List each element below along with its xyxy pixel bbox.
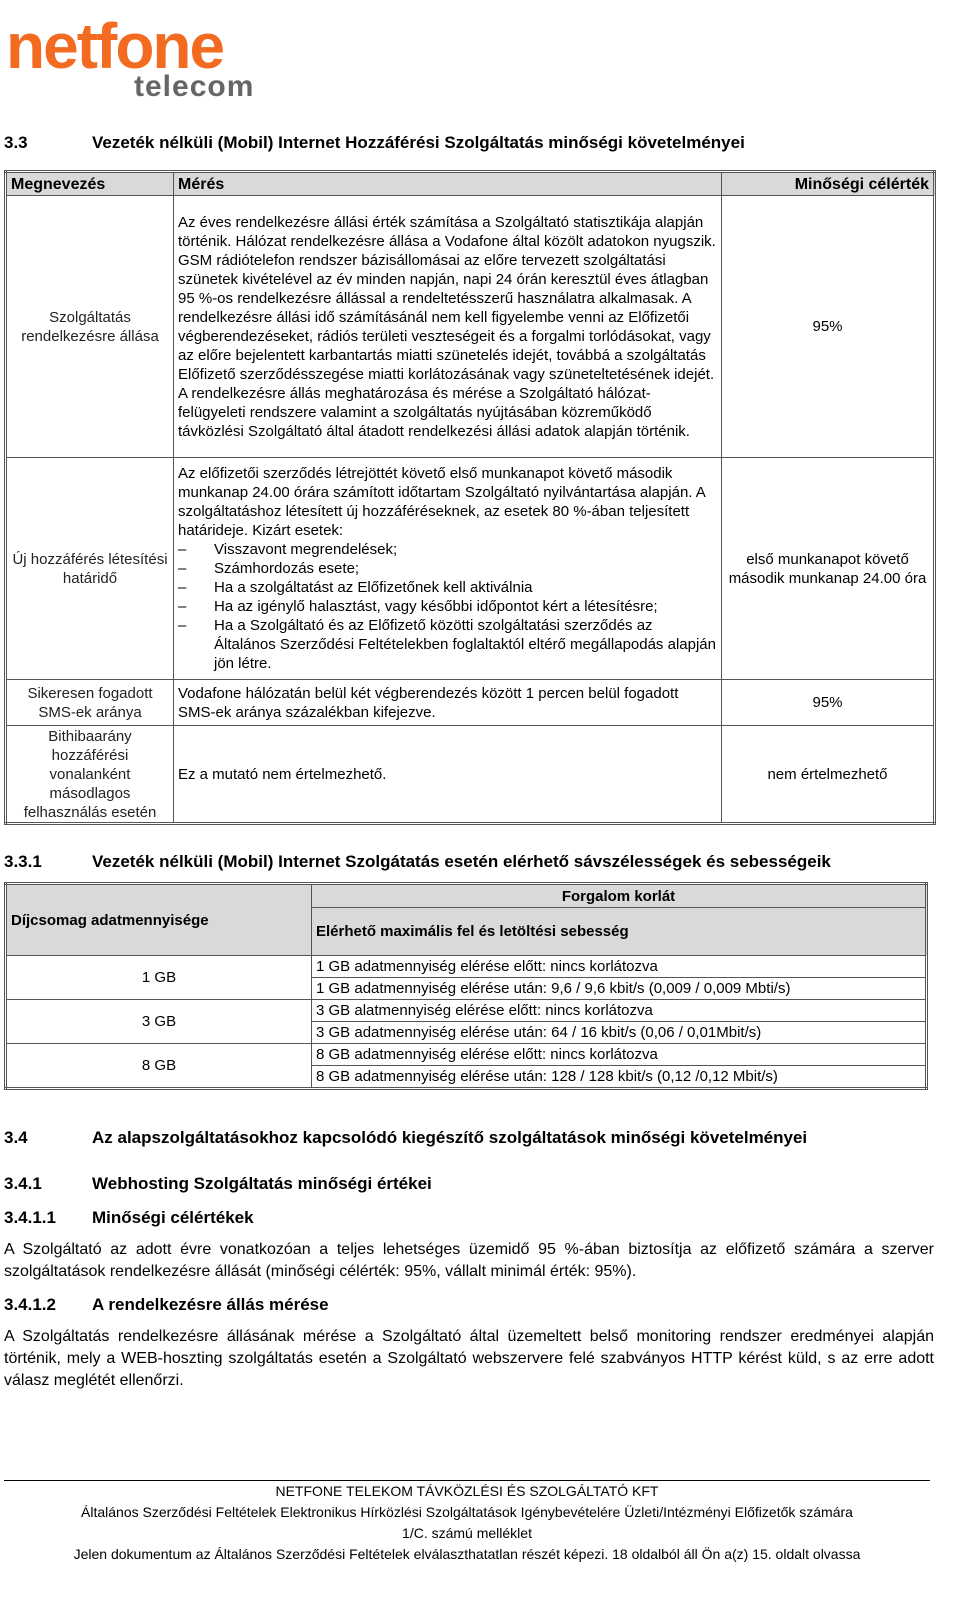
speed-before: 3 GB alatmennyiség elérése előtt: nincs korlátozva	[312, 1000, 927, 1022]
row-measure	[174, 458, 722, 680]
paragraph-measurement: A Szolgáltatás rendelkezésre állásának mérése a Szolgáltató által üzemeltett belső monitoring rendszer eredményei alapján történik, mely a WEB-hoszting szolgáltatás esetén a Szolgáltató webszervere felé szabványos HTTP kérést küld, s az erre adott válasz meglétét ellenőrzi.	[4, 1328, 934, 1389]
page-footer	[4, 1480, 930, 1565]
speed-after: 1 GB adatmennyiség elérése után: 9,6 / 9,6 kbit/s (0,009 / 0,009 Mbti/s)	[312, 978, 927, 1000]
table-row	[6, 458, 935, 680]
netfone-logo	[6, 2, 256, 102]
logo-subtitle: telecom	[134, 70, 255, 103]
speed-after: 8 GB adatmennyiség elérése után: 128 / 128 kbit/s (0,12 /0,12 Mbit/s)	[312, 1066, 927, 1089]
logo-wordmark: netfone	[6, 10, 224, 82]
row-target: 95%	[722, 680, 935, 726]
table-row	[6, 956, 927, 978]
quality-table-header	[6, 172, 935, 196]
row-target: nem értelmezhető	[722, 726, 935, 824]
package-cell: 3 GB	[6, 1000, 312, 1044]
col-header-measure: Mérés	[174, 172, 722, 196]
table-row	[6, 726, 935, 824]
row-measure: Az éves rendelkezésre állási érték számítása a Szolgáltató statisztikája alapján történik. Hálózat rendelkezésre állása a Vodafone által közölt adatokon nyugszik. GSM rádiótelefon rendszer bázisállomásai az előre tervezett szolgáltatási szünetek kivételével az év minden napján, napi 24 órán keresztül éves átlagban 95 %-os rendelkezésre állással a rendeltetésszerű használatra alkalmasak. A rendelkezésre állási idő számításánál nem kell figyelembe venni az Előfizetői végberendezéseket, rádiós területi veszteségeit és a forgalmi torlódásokat, vagy az előre bejelentett karbantartás miatti szünetelés idejét, továbbá a szolgáltatás Előfizető szerződésszegése miatti korlátozásának vagy szüneteltetésének idejét. A rendelkezésre állás meghatározása és mérése a Szolgáltató hálózat-felügyeleti rendszere valamint a szolgáltatás nyújtásában közreműködő távközlési Szolgáltató által átadott rendelkezési állási adatok alapján történik.	[174, 196, 722, 458]
list-item: – Visszavont megrendelések;	[178, 540, 717, 559]
measure-text: Az előfizetői szerződés létrejöttét követő első munkanapot követő második munkanap 24.00 órára számított időtartam Szolgáltató nyilvántartása alapján. A szolgáltatáshoz létesített új hozzáféréseknek, az esetek 80 %-ában teljesített határideje. Kizárt esetek:	[178, 465, 705, 539]
footer-line: Általános Szerződési Feltételek Elektronikus Hírközlési Szolgáltatások Igénybevételére Üzleti/Intézményi Előfizetők számára	[81, 1504, 853, 1520]
quality-table	[4, 170, 936, 825]
package-cell: 1 GB	[6, 956, 312, 1000]
col-header-package: Díjcsomag adatmennyisége	[6, 884, 312, 956]
list-item: – Ha az igénylő halasztást, vagy későbbi időpontot kért a létesítésre;	[178, 597, 717, 616]
paragraph-quality-target: A Szolgáltató az adott évre vonatkozóan a teljes lehetséges üzemidő 95 %-ában biztosítja az előfizető számára a szerver szolgáltatások rendelkezésre állását (minőségi célérték: 95%, vállalt minimál érték: 95%).	[4, 1241, 934, 1280]
footer-line: Jelen dokumentum az Általános Szerződési Feltételek elválaszthatatlan részét képezi. 18 oldalból áll Ön a(z) 15. oldalt olvassa	[73, 1546, 861, 1562]
row-name: Szolgáltatás rendelkezésre állása	[6, 196, 174, 458]
table-row	[6, 1000, 927, 1022]
row-measure: Vodafone hálózatán belül két végberendezés között 1 percen belül fogadott SMS-ek aránya százalékban kifejezve.	[174, 680, 722, 726]
row-name: Bithibaarány hozzáférési vonalanként másodlagos felhasználás esetén	[6, 726, 174, 824]
list-item: – Számhordozás esete;	[178, 559, 717, 578]
table-row	[6, 196, 935, 458]
col-header-name: Megnevezés	[6, 172, 174, 196]
table-row	[6, 1044, 927, 1066]
speed-before: 8 GB adatmennyiség elérése előtt: nincs korlátozva	[312, 1044, 927, 1066]
col-header-group: Forgalom korlát	[312, 884, 927, 908]
row-target: első munkanapot követő második munkanap 24.00 óra	[722, 458, 935, 680]
footer-company: NETFONE TELEKOM TÁVKÖZLÉSI ÉS SZOLGÁLTATÓ KFT	[275, 1483, 659, 1499]
speed-before: 1 GB adatmennyiség elérése előtt: nincs korlátozva	[312, 956, 927, 978]
row-name: Új hozzáférés létesítési határidő	[6, 458, 174, 680]
exclusion-list	[178, 540, 717, 673]
row-target: 95%	[722, 196, 935, 458]
col-header-speed: Elérhető maximális fel és letöltési sebesség	[312, 908, 927, 956]
table-row	[6, 680, 935, 726]
speed-after: 3 GB adatmennyiség elérése után: 64 / 16 kbit/s (0,06 / 0,01Mbit/s)	[312, 1022, 927, 1044]
row-name: Sikeresen fogadott SMS-ek aránya	[6, 680, 174, 726]
package-cell: 8 GB	[6, 1044, 312, 1089]
bandwidth-table	[4, 882, 928, 1090]
list-item: – Ha a Szolgáltató és az Előfizető közötti szolgáltatási szerződés az Általános Szerződési Feltételekben foglaltaktól eltérő megállapodás alapján jön létre.	[178, 616, 717, 673]
col-header-target: Minőségi célérték	[722, 172, 935, 196]
footer-line: 1/C. számú melléklet	[402, 1525, 532, 1541]
row-measure: Ez a mutató nem értelmezhető.	[174, 726, 722, 824]
list-item: – Ha a szolgáltatást az Előfizetőnek kell aktiválnia	[178, 578, 717, 597]
